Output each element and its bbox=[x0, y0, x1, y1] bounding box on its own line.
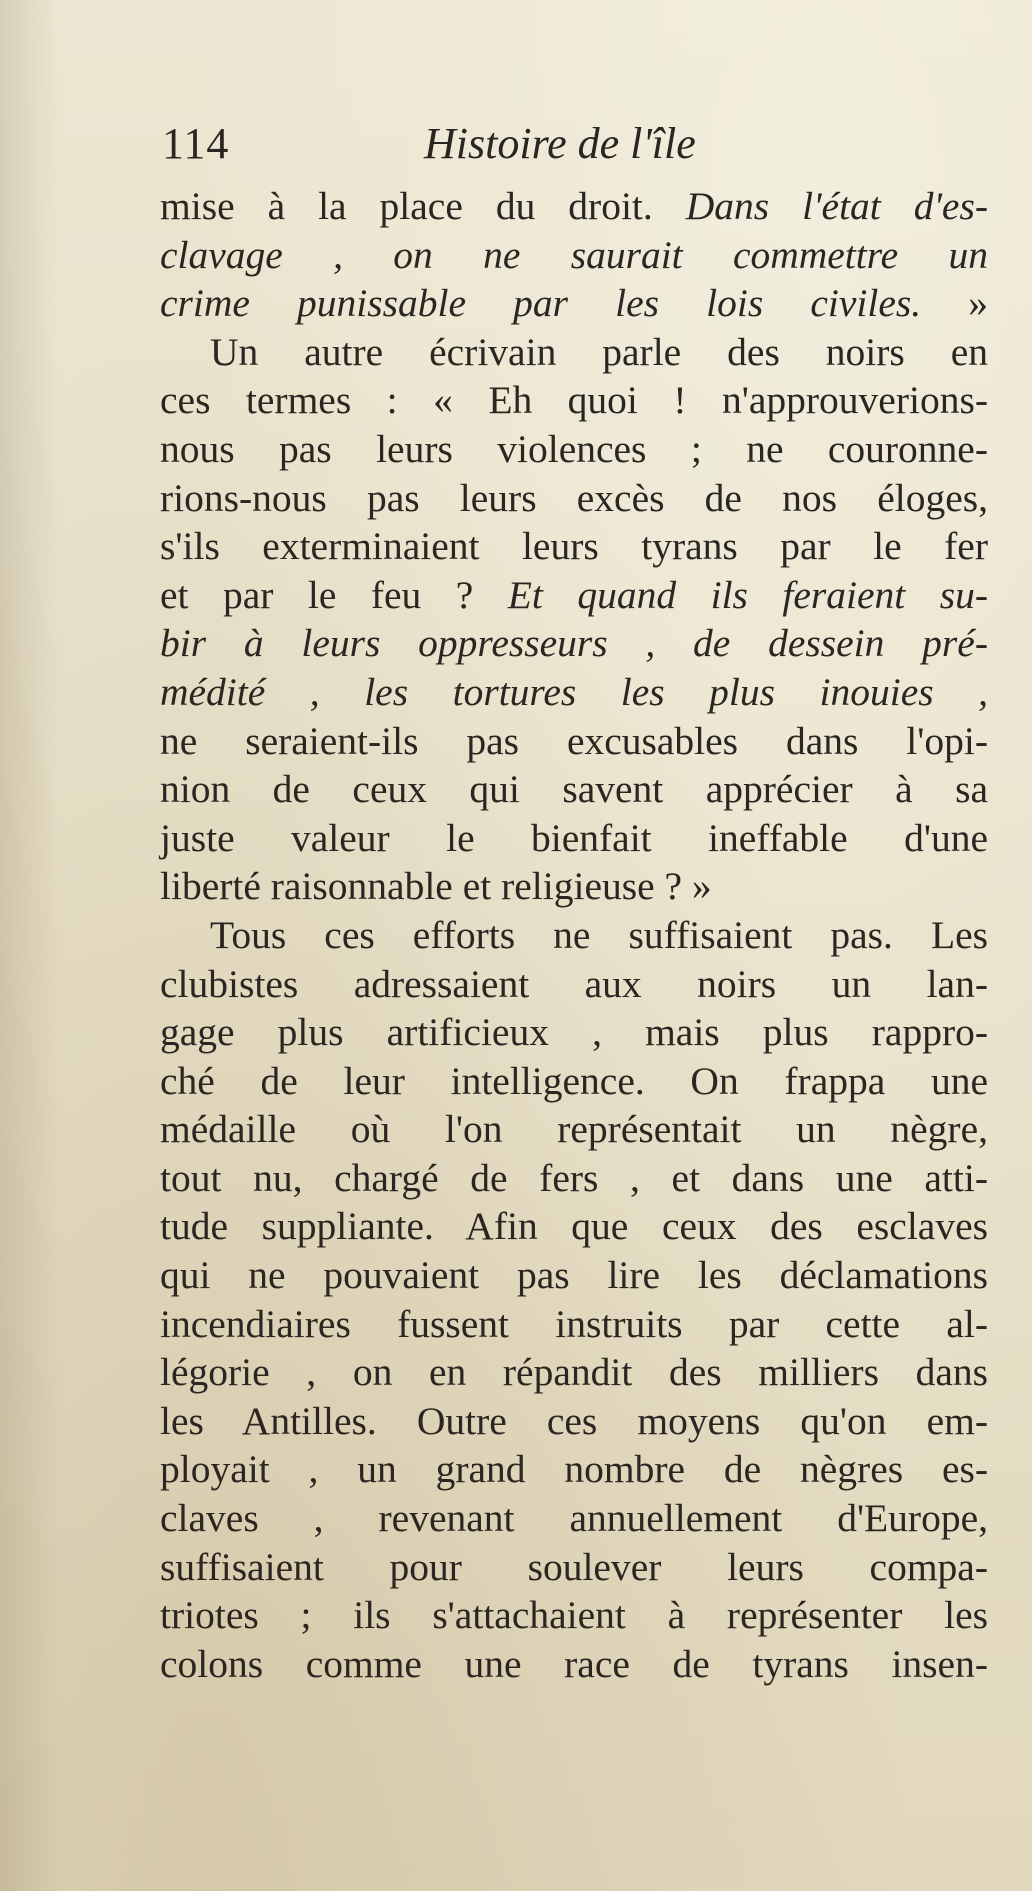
text-line bbox=[160, 1105, 988, 1154]
text-line bbox=[160, 1300, 988, 1349]
text-line bbox=[160, 522, 988, 571]
text-run: tout nu, chargé de fers , et dans une atti- bbox=[160, 1155, 988, 1200]
text-run: mise à la place du droit. bbox=[160, 184, 686, 228]
page-edge-shadow bbox=[0, 0, 60, 1891]
text-line bbox=[160, 717, 988, 766]
text-run: triotes ; ils s'attachaient à représenter les bbox=[160, 1593, 988, 1638]
text-line bbox=[160, 231, 988, 280]
italic-text: bir à leurs oppresseurs , de dessein pré- bbox=[160, 621, 988, 666]
text-line bbox=[160, 1543, 988, 1592]
text-line bbox=[160, 1008, 988, 1057]
text-run: nion de ceux qui savent apprécier à sa bbox=[160, 767, 988, 812]
text-run: juste valeur le bienfait ineffable d'une bbox=[160, 815, 988, 860]
text-line bbox=[160, 1397, 988, 1446]
text-run: suffisaient pour soulever leurs compa- bbox=[160, 1544, 988, 1589]
text-line bbox=[160, 911, 988, 960]
text-run: Un autre écrivain parle des noirs en bbox=[210, 329, 988, 374]
italic-text: médité , les tortures les plus inouies , bbox=[160, 669, 988, 714]
text-run: incendiaires fussent instruits par cette al- bbox=[160, 1301, 988, 1346]
text-run: rions-nous pas leurs excès de nos éloges, bbox=[160, 475, 988, 520]
running-head: Histoire de l'île bbox=[424, 119, 696, 168]
text-run: ces termes : « Eh quoi ! n'approuverions- bbox=[160, 378, 988, 423]
text-line bbox=[160, 1445, 988, 1494]
text-run: liberté raisonnable et religieuse ? » bbox=[160, 864, 712, 909]
text-run: médaille où l'on représentait un nègre, bbox=[160, 1107, 988, 1152]
text-line bbox=[160, 1057, 988, 1106]
text-run: » bbox=[968, 281, 988, 326]
text-line bbox=[160, 279, 988, 328]
text-line bbox=[160, 474, 988, 523]
text-run: Tous ces efforts ne suffisaient pas. Les bbox=[210, 912, 988, 957]
text-line bbox=[160, 328, 988, 377]
text-run: les Antilles. Outre ces moyens qu'on em- bbox=[160, 1398, 988, 1443]
text-line bbox=[160, 668, 988, 717]
text-run: nous pas leurs violences ; ne couronne- bbox=[160, 426, 988, 471]
text-line bbox=[160, 1640, 988, 1689]
text-run: et par le feu ? bbox=[160, 572, 508, 617]
text-line bbox=[160, 1251, 988, 1300]
text-line bbox=[160, 425, 988, 474]
text-run: gage plus artificieux , mais plus rappro- bbox=[160, 1010, 988, 1055]
page-number: 114 bbox=[162, 119, 230, 168]
text-line bbox=[160, 1348, 988, 1397]
italic-text: Dans l'état d'es- bbox=[685, 184, 988, 228]
text-run: clubistes adressaient aux noirs un lan- bbox=[160, 961, 988, 1006]
text-line bbox=[160, 814, 988, 863]
text-line bbox=[160, 1202, 988, 1251]
italic-text: Et quand ils feraient su- bbox=[507, 572, 989, 617]
text-run: légorie , on en répandit des milliers dans bbox=[160, 1350, 988, 1395]
text-line bbox=[160, 765, 988, 814]
text-line bbox=[160, 960, 988, 1009]
text-line bbox=[160, 571, 988, 620]
text-line bbox=[160, 619, 988, 668]
text-line bbox=[160, 376, 988, 425]
text-line bbox=[160, 1494, 988, 1543]
text-run: claves , revenant annuellement d'Europe, bbox=[160, 1496, 988, 1541]
text-line bbox=[160, 862, 988, 911]
body-text bbox=[160, 182, 988, 1688]
italic-text: crime punissable par les lois civiles. bbox=[160, 281, 969, 326]
text-run: s'ils exterminaient leurs tyrans par le fer bbox=[160, 524, 988, 569]
text-run: tude suppliante. Afin que ceux des esclaves bbox=[160, 1204, 988, 1249]
text-run: ployait , un grand nombre de nègres es- bbox=[160, 1447, 988, 1492]
text-line bbox=[160, 182, 988, 231]
text-run: colons comme une race de tyrans insen- bbox=[160, 1641, 988, 1686]
text-run: ché de leur intelligence. On frappa une bbox=[160, 1058, 988, 1103]
italic-text: clavage , on ne saurait commettre un bbox=[160, 232, 988, 277]
text-line bbox=[160, 1591, 988, 1640]
page-header bbox=[162, 118, 762, 178]
text-run: qui ne pouvaient pas lire les déclamations bbox=[160, 1253, 988, 1298]
text-run: ne seraient-ils pas excusables dans l'opi- bbox=[160, 718, 988, 763]
text-line bbox=[160, 1154, 988, 1203]
